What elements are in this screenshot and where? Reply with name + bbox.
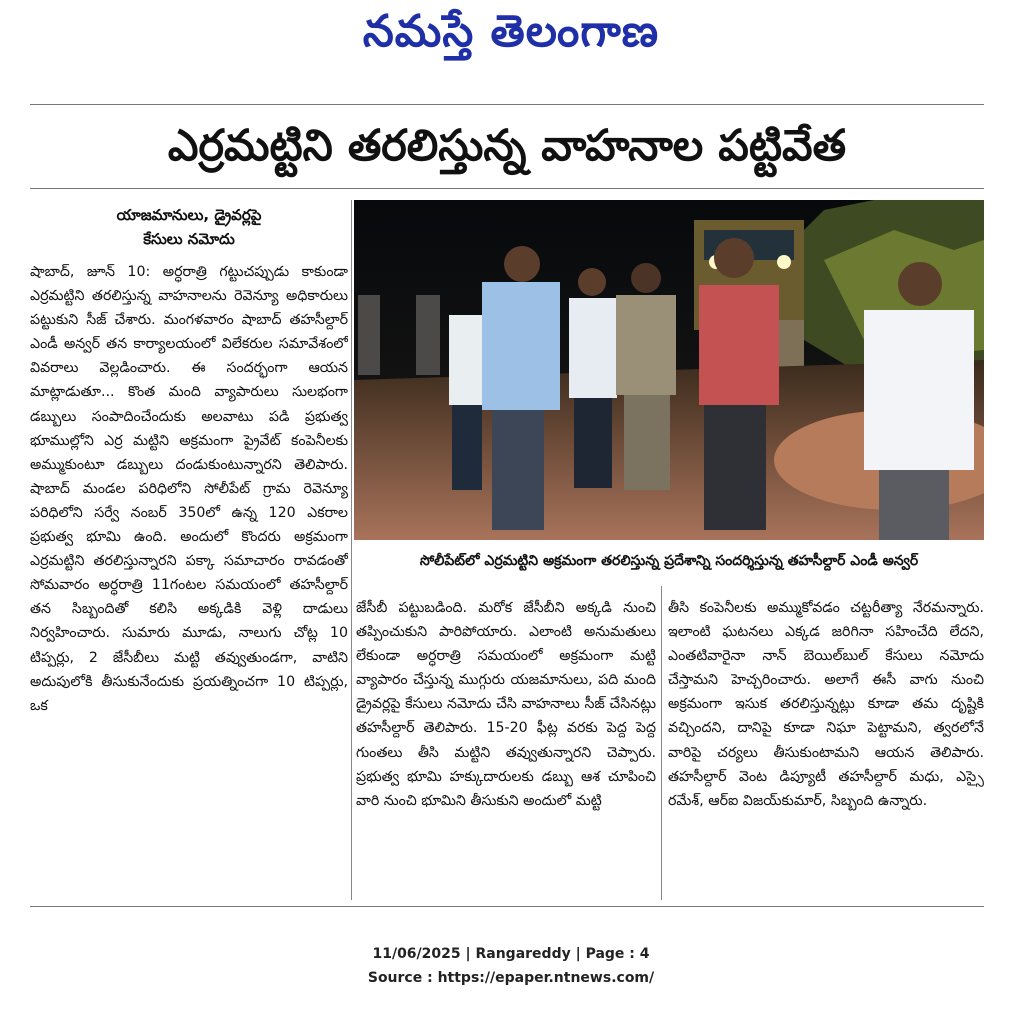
newspaper-masthead: నమస్తే తెలంగాణ <box>362 6 660 57</box>
photo-caption: సోలీపేట్‌లో ఎర్రమట్టిని అక్రమంగా తరలిస్తున్న ప్రదేశాన్ని సందర్శిస్తున్న తహసీల్దార్ ఎండీ అన్వర్ <box>419 553 919 569</box>
article-photo <box>354 200 984 540</box>
officials-at-night-site-photo <box>354 200 984 540</box>
article-column-3 <box>668 596 984 900</box>
article-column-1 <box>30 260 348 900</box>
column-2-text: జేసీబీ పట్టుబడింది. మరోక జేసీబీని అక్కడి నుంచి తప్పించుకుని పారిపోయారు. ఎలాంటి అనుమతులు లేకుండా అర్ధరాత్రి సమయంలో అక్రమంగా మట్టి వ్యాపారం చేస్తున్న ముగ్గురు యజమానులు, పది మంది డ్రైవర్లపై కేసులు నమోదు చేసి వాహనాలు సీజ్ చేసినట్లు తహసీల్దార్ తెలిపారు. 15-20 ఫీట్ల వరకు పెద్ద పెద్ద గుంతలు తీసి మట్టిని తవ్వుతున్నారని చెప్పారు. ప్రభుత్వ భూమి హక్కుదారులకు డబ్బు ఆశ చూపించి వారి నుంచి భూమిని తీసుకుని అందులో మట్టి <box>356 600 656 809</box>
column-divider-2 <box>661 586 662 900</box>
footer-source: Source : https://epaper.ntnews.com/ <box>367 970 655 986</box>
subheadline-line-1: యాజమానులు, డ్రైవర్లపై <box>116 206 262 224</box>
column-1-text: షాబాద్, జూన్ 10: అర్ధరాత్రి గట్టుచప్పుడు కాకుండా ఎర్రమట్టిని తరలిస్తున్న వాహనాలను రెవెన్యూ అధికారులు పట్టుకుని సీజ్ చేశారు. మంగళవారం షాబాద్ తహసీల్దార్ ఎండీ అన్వర్ తన కార్యాలయంలో విలేకరుల సమావేశంలో వివరాలు వెల్లడించారు. ఈ సందర్భంగా ఆయన మాట్లాడుతూ... కొంత మంది వ్యాపారులు సులభంగా డబ్బులు సంపాదించేందుకు అలవాటు పడి ప్రభుత్వ భూముల్లోని ఎర్ర మట్టిని అక్రమంగా ప్రైవేట్ కంపెనీలకు అమ్ముకుంటూ డబ్బులు దండుకుంటున్నారని తెలిపారు. షాబాద్ మండల పరిధిలోని సోలీపేట్ గ్రామ రెవెన్యూ పరిధిలోని సర్వే నంబర్ 350లో ఉన్న 120 ఎకరాల ప్రభుత్వ భూమి ఉంది. అందులో కొందరు అక్రమంగా ఎర్రమట్టిని తరలిస్తున్నారని పక్కా సమాచారం రావడంతో సోమవారం అర్ధరాత్రి 11గంటల సమయంలో తహసీల్దార్ తన సిబ్బందితో కలిసి అక్కడికి వెళ్లి దాడులు నిర్వహించారు. సుమారు మూడు, నాలుగు చోట్ల 10 టిప్పర్లు, 2 జేసీబీలు మట్టి తవ్వుతుండగా, వాటిని అదుపులోకి తీసుకునేందుకు ప్రయత్నించగా 10 టిప్పర్లు, ఒక <box>30 264 348 714</box>
bottom-divider <box>30 906 984 907</box>
subheadline-line-2: కేసులు నమోదు <box>143 230 235 248</box>
top-divider <box>30 104 984 105</box>
article-headline: ఎర్రమట్టిని తరలిస్తున్న వాహనాల పట్టివేత <box>167 121 847 171</box>
column-3-text: తీసి కంపెనీలకు అమ్ముకోవడం చట్టరీత్యా నేరమన్నారు. ఇలాంటి ఘటనలు ఎక్కడ జరిగినా సహించేది లేదని, ఎంతటివారైనా నాన్ బెయిల్‌బుల్ కేసులు నమోదు చేస్తామని హెచ్చరించారు. అలాగే ఈసీ వాగు నుంచి అక్రమంగా ఇసుక తరలిస్తున్నట్లు కూడా తమ దృష్టికి వచ్చిందని, దానిపై కూడా నిఘా పెట్టామని, త్వరలోనే వారిపై చర్యలు తీసుకుంటామని ఆయన తెలిపారు. తహసీల్దార్ వెంట డిప్యూటీ తహసీల్దార్ మధు, ఎస్సై రమేశ్, ఆర్ఐ విజయ్‌కుమార్, సిబ్బంది ఉన్నారు. <box>668 600 984 809</box>
headline-divider <box>30 188 984 189</box>
column-divider-1 <box>351 200 352 900</box>
footer-date-edition: 11/06/2025 | Rangareddy | Page : 4 <box>372 946 650 962</box>
article-column-2 <box>356 596 656 900</box>
